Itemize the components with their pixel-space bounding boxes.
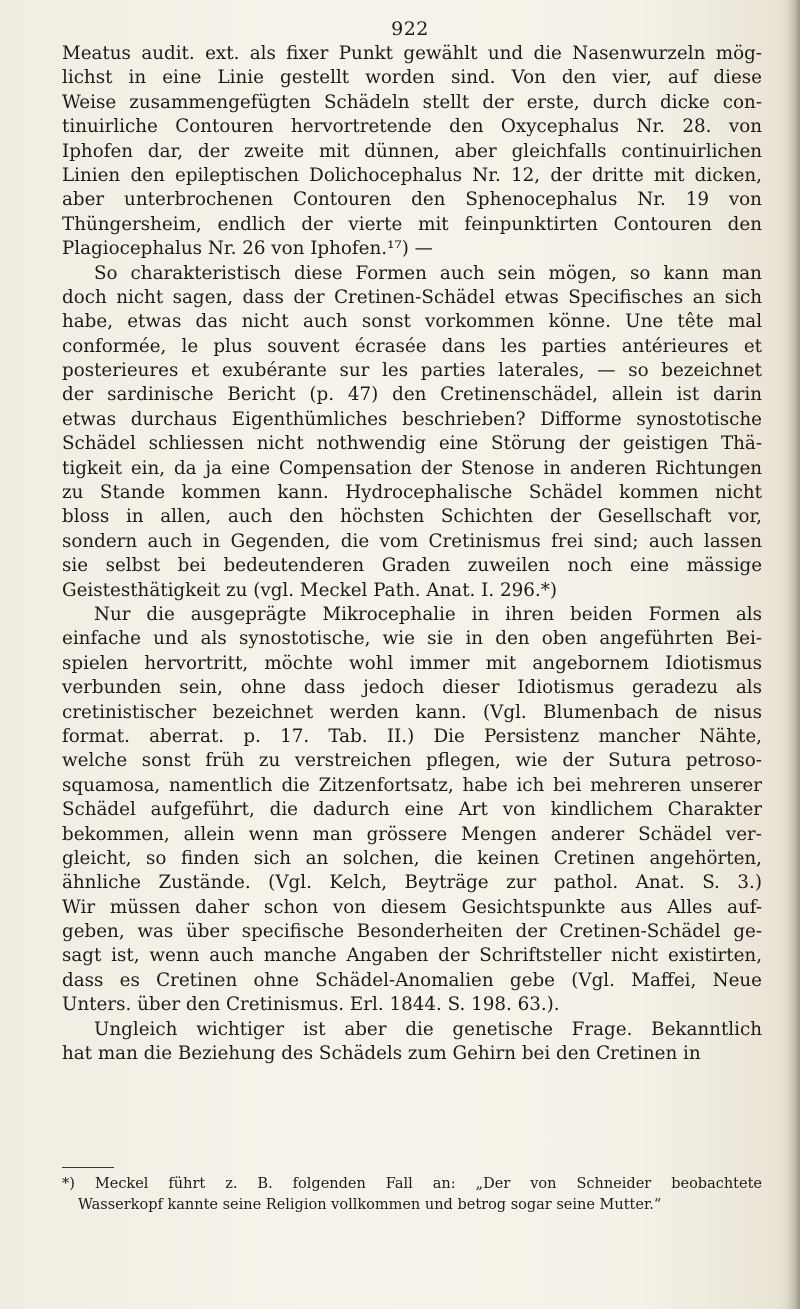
text-line: squamosa, namentlich die Zitzenfortsatz, habe ich bei mehreren unserer	[62, 774, 762, 796]
text-line: zu Stande kommen kann. Hydrocephalische Schädel kommen nicht	[62, 482, 762, 504]
text-line: Iphofen dar, der zweite mit dünnen, aber gleichfalls continuirlichen	[62, 140, 762, 162]
text-line: welche sonst früh zu verstreichen pflegen, wie der Sutura petroso-	[62, 750, 762, 772]
text-line: Thüngersheim, endlich der vierte mit feinpunktirten Contouren den	[62, 213, 762, 235]
text-line: dass es Cretinen ohne Schädel-Anomalien gebe (Vgl. Maffei, Neue	[62, 969, 762, 991]
text-line: sie selbst bei bedeutenderen Graden zuweilen noch eine mässige	[62, 555, 762, 577]
paragraph-start-line: Ungleich wichtiger ist aber die genetische Frage. Bekanntlich	[94, 1018, 762, 1040]
text-line: Meatus audit. ext. als fixer Punkt gewählt und die Nasenwurzeln mög-	[62, 43, 762, 64]
page-edge-shadow	[786, 0, 800, 1309]
text-line: sondern auch in Gegenden, die vom Cretinismus frei sind; auch lassen	[62, 530, 762, 552]
text-line: Schädel aufgeführt, die dadurch eine Art von kindlichem Charakter	[62, 799, 762, 821]
text-line: verbunden sein, ohne dass jedoch dieser Idiotismus geradezu als	[62, 677, 762, 699]
text-line: etwas durchaus Eigenthümliches beschrieben? Difforme synostotische	[62, 408, 762, 430]
text-line: habe, etwas das nicht auch sonst vorkommen könne. Une tête mal	[62, 311, 762, 333]
footnote-divider	[62, 1167, 114, 1168]
text-line: Linien den epileptischen Dolichocephalus Nr. 12, der dritte mit dicken,	[62, 164, 762, 186]
footnotes	[62, 1174, 762, 1216]
text-line: Unters. über den Cretinismus. Erl. 1844. S. 198. 63.).	[62, 994, 560, 1016]
text-line: ähnliche Zustände. (Vgl. Kelch, Beyträge zur pathol. Anat. S. 3.)	[62, 872, 762, 894]
text-line: der sardinische Bericht (p. 47) den Cretinenschädel, allein ist darin	[62, 384, 762, 406]
text-line: doch nicht sagen, dass der Cretinen-Schädel etwas Specifisches an sich	[62, 286, 762, 308]
paragraph-start-line: Nur die ausgeprägte Mikrocephalie in ihren beiden Formen als	[94, 603, 762, 625]
paragraph-start-line: So charakteristisch diese Formen auch sein mögen, so kann man	[94, 262, 762, 284]
text-line: bekommen, allein wenn man grössere Mengen anderer Schädel ver-	[62, 823, 762, 845]
text-line: tinuirliche Contouren hervortretende den Oxycephalus Nr. 28. von	[62, 116, 762, 138]
page-number: 922	[391, 18, 429, 40]
text-line: Geistesthätigkeit zu (vgl. Meckel Path. Anat. I. 296.*)	[62, 579, 557, 601]
text-line: gleicht, so finden sich an solchen, die keinen Cretinen angehörten,	[62, 847, 762, 869]
footnote-line: *) Meckel führt z. B. folgenden Fall an: „Der von Schneider beobachtete	[62, 1176, 762, 1192]
text-line: einfache und als synostotische, wie sie in den oben angeführten Bei-	[62, 628, 762, 650]
body-text	[62, 42, 762, 1066]
text-line: aber unterbrochenen Contouren den Sphenocephalus Nr. 19 von	[62, 189, 762, 211]
text-line: conformée, le plus souvent écrasée dans les parties antérieures et	[62, 335, 762, 357]
text-line: Weise zusammengefügten Schädeln stellt der erste, durch dicke con-	[62, 91, 762, 113]
text-line: cretinistischer bezeichnet werden kann. (Vgl. Blumenbach de nisus	[62, 701, 762, 723]
text-line: lichst in eine Linie gestellt worden sind. Von den vier, auf diese	[62, 67, 762, 89]
text-line: geben, was über specifische Besonderheiten der Cretinen-Schädel ge-	[62, 921, 762, 943]
text-line: tigkeit ein, da ja eine Compensation der Stenose in anderen Richtungen	[62, 457, 762, 479]
footnote-line: Wasserkopf kannte seine Religion vollkommen und betrog sogar seine Mutter.“	[78, 1197, 662, 1213]
text-line: bloss in allen, auch den höchsten Schichten der Gesellschaft vor,	[62, 506, 762, 528]
text-line: format. aberrat. p. 17. Tab. II.) Die Persistenz mancher Nähte,	[62, 725, 762, 747]
text-line: hat man die Beziehung des Schädels zum Gehirn bei den Cretinen in	[62, 1043, 701, 1065]
text-line: spielen hervortritt, möchte wohl immer mit angebornem Idiotismus	[62, 652, 762, 674]
text-line: Wir müssen daher schon von diesem Gesichtspunkte aus Alles auf-	[62, 896, 762, 918]
text-line: sagt ist, wenn auch manche Angaben der Schriftsteller nicht existirten,	[62, 945, 762, 967]
text-line: posterieures et exubérante sur les parties laterales, — so bezeichnet	[62, 360, 762, 382]
text-line: Schädel schliessen nicht nothwendig eine Störung der geistigen Thä-	[62, 433, 762, 455]
text-line: Plagiocephalus Nr. 26 von Iphofen.¹⁷) —	[62, 238, 433, 260]
